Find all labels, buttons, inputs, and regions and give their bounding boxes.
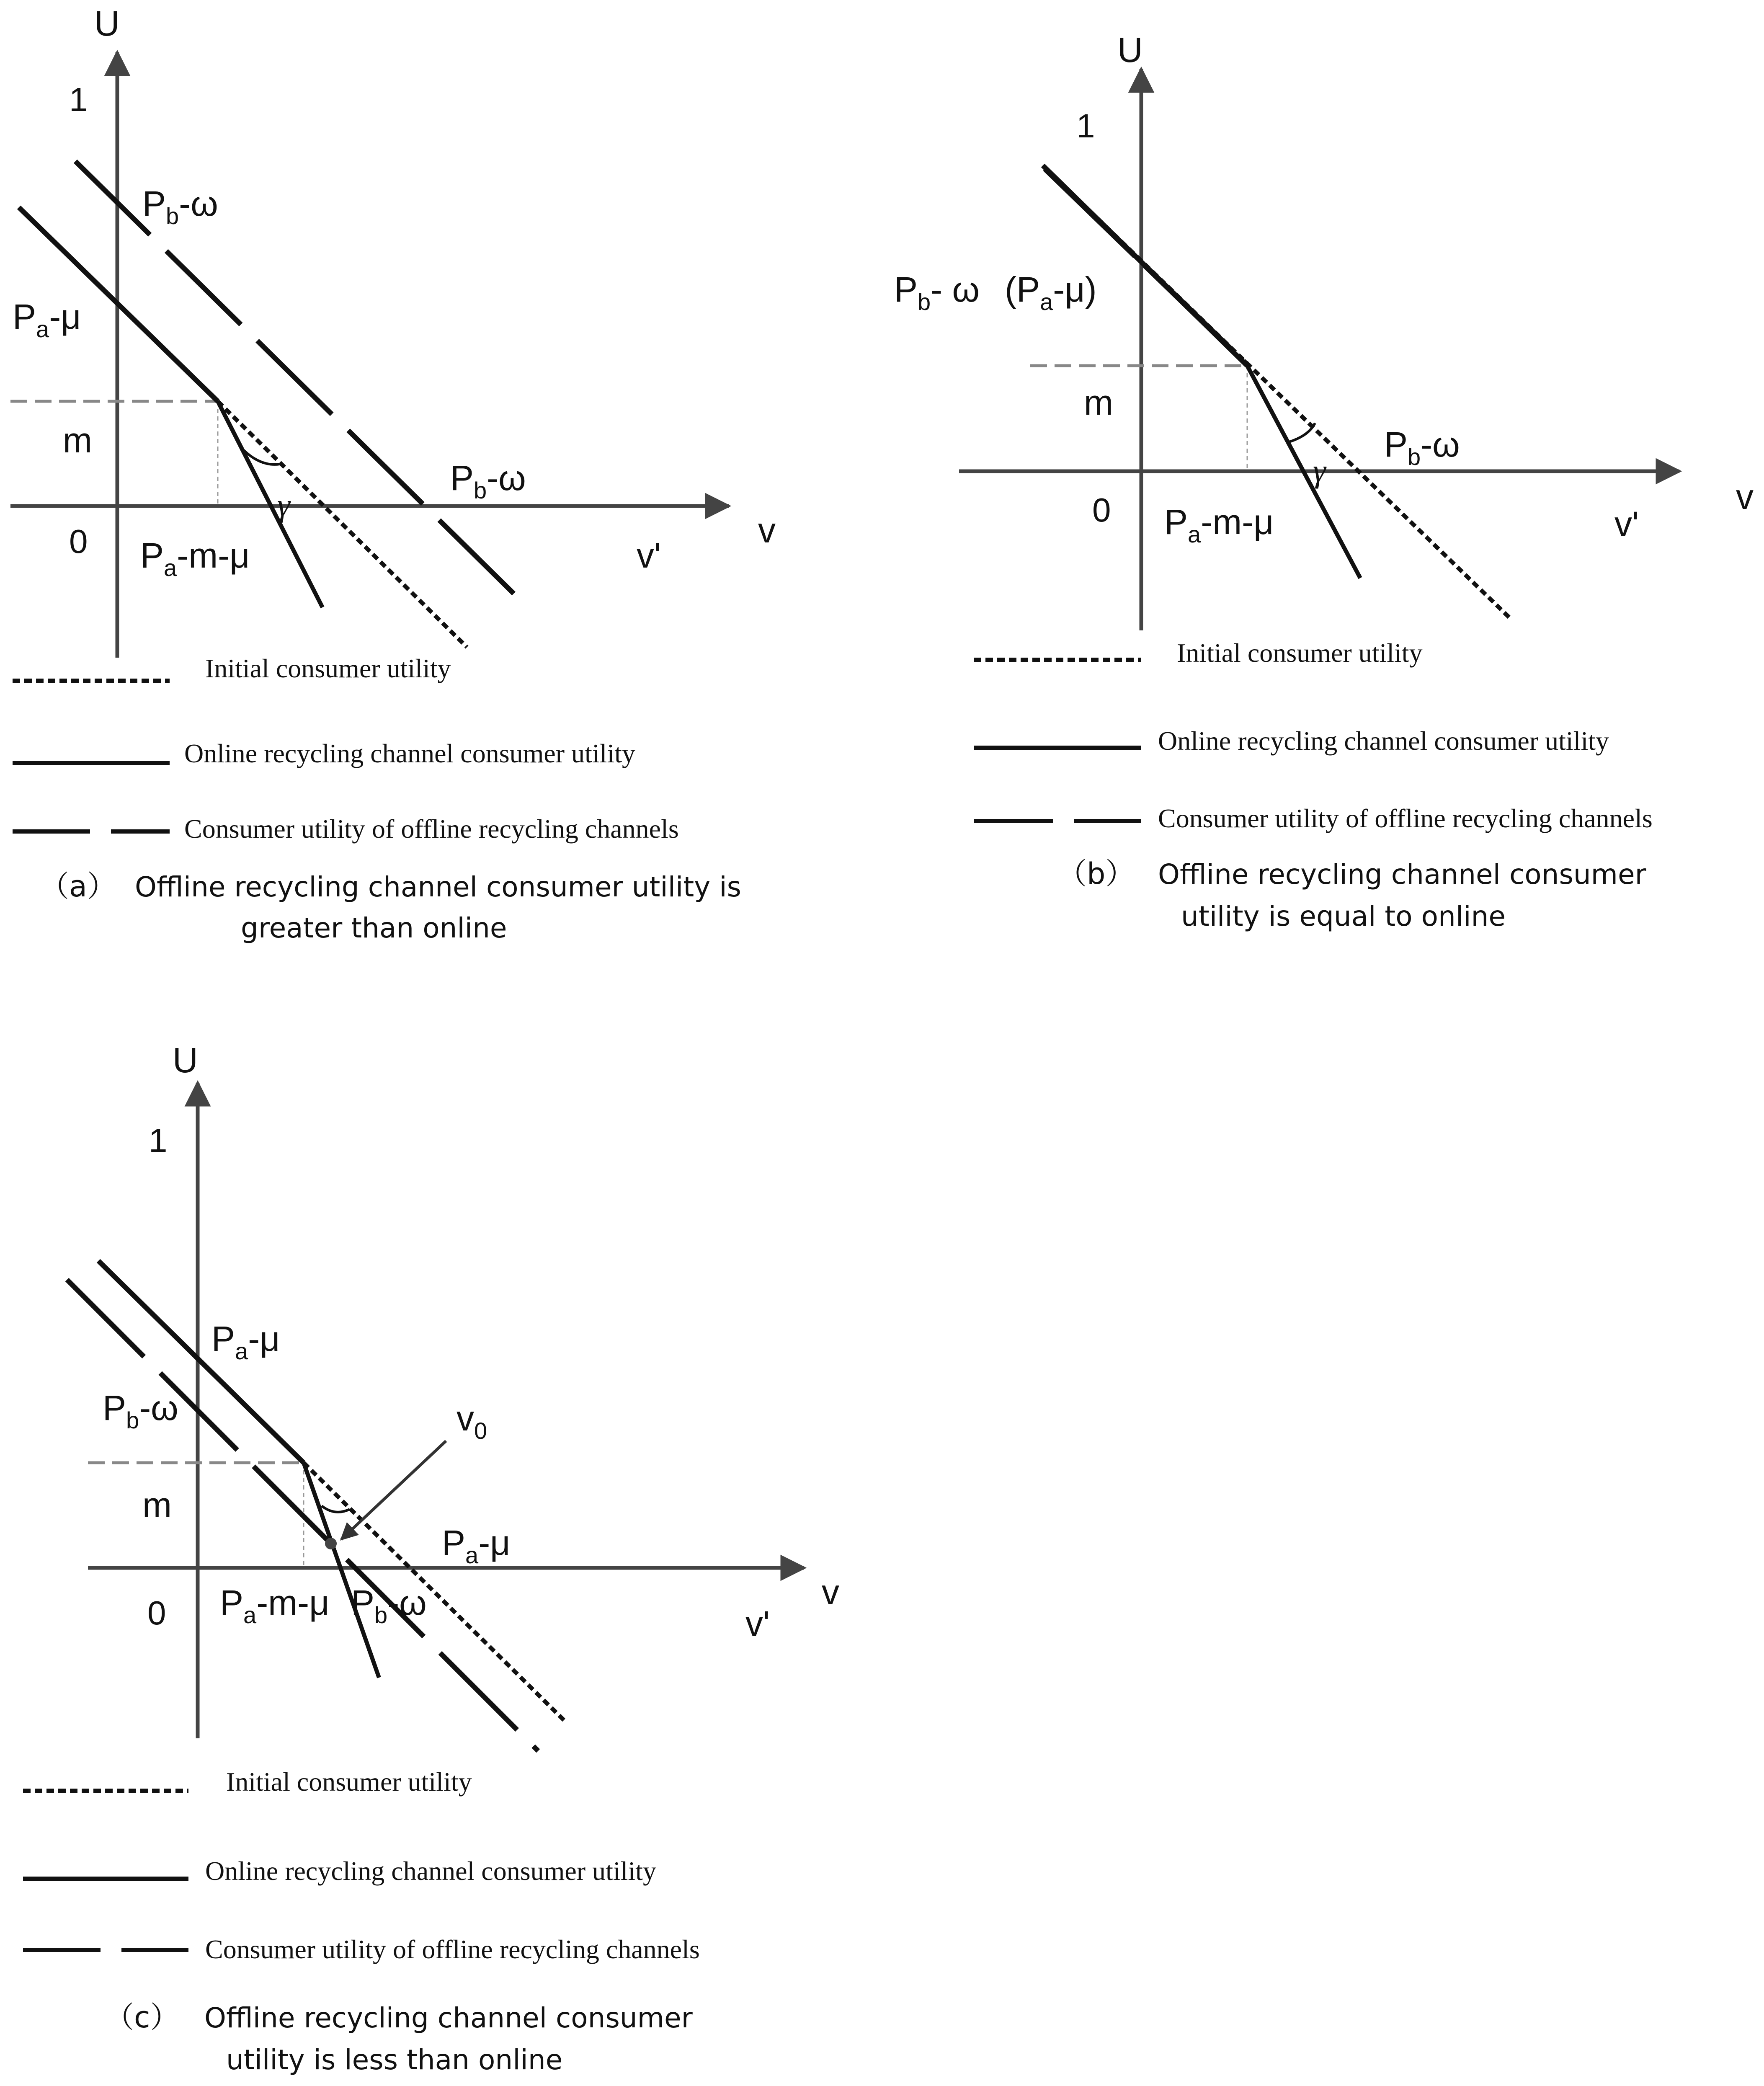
- panel-b-pb-label-axis: $P_b-\omega$: [1384, 425, 1460, 470]
- panel-c: [23, 1040, 839, 2076]
- panel-a-pam-label: $P_a-m-\mu$: [140, 536, 250, 581]
- panel-c-pa-label-axis: $P_a-\mu$: [442, 1523, 511, 1568]
- panel-b-m-label: m: [1084, 383, 1113, 422]
- panel-c-tick-one: 1: [149, 1122, 168, 1159]
- panel-a: [10, 4, 776, 944]
- panel-a-legend-offline: Consumer utility of offline recycling channels: [184, 814, 679, 844]
- panel-a-caption-line2: greater than online: [241, 912, 507, 944]
- panel-c-legend-initial: Initial consumer utility: [226, 1767, 472, 1797]
- panel-c-origin: 0: [147, 1594, 166, 1632]
- panel-b-tick-one: 1: [1076, 107, 1095, 145]
- panel-b-pb-pa-label: $P_b-$ ω $(P_a-\mu)$: [894, 270, 1097, 315]
- panel-a-pb-label-top: $P_b-\omega$: [142, 184, 218, 229]
- panel-c-pb-label-axis: $P_b-\omega$: [351, 1583, 427, 1628]
- panel-a-legend-initial: Initial consumer utility: [205, 653, 451, 683]
- panel-c-offline-line: [67, 1280, 538, 1751]
- panel-c-axis-x-label: v: [822, 1572, 839, 1612]
- panel-a-caption-marker: （a）: [40, 869, 116, 904]
- panel-b-gamma-label: γ: [1313, 452, 1326, 489]
- panel-b-axis-y-label: U: [1117, 30, 1143, 70]
- panel-b-offline-line: [1045, 169, 1246, 364]
- panel-b-origin: 0: [1092, 491, 1111, 529]
- panel-c-initial-line: [304, 1463, 565, 1722]
- panel-b-legend-offline: Consumer utility of offline recycling channels: [1158, 803, 1653, 833]
- panel-c-m-label: m: [142, 1485, 172, 1525]
- panel-c-legend-online: Online recycling channel consumer utility: [205, 1856, 656, 1886]
- panel-a-initial-line: [218, 401, 467, 647]
- panel-c-caption-line2: utility is less than online: [226, 2044, 563, 2076]
- panel-c-caption-marker: （c）: [105, 2000, 180, 2034]
- panel-a-axis-x-label: v: [758, 511, 776, 550]
- panel-b-legend-initial: Initial consumer utility: [1177, 638, 1423, 668]
- panel-c-pb-label-left: $P_b-\omega$: [103, 1388, 178, 1433]
- panel-b-caption-line2: utility is equal to online: [1181, 900, 1506, 932]
- panel-b-axis-x-label: v: [1736, 477, 1754, 516]
- panel-c-caption-line1: Offline recycling channel consumer: [204, 2002, 693, 2034]
- panel-a-pb-label-axis: $P_b-\omega$: [450, 458, 526, 503]
- panel-b-legend-online: Online recycling channel consumer utility: [1158, 726, 1609, 756]
- panel-c-online-steep-line: [304, 1463, 379, 1678]
- panel-c-axis-x-prime-label: v': [745, 1604, 770, 1643]
- panel-a-axis-x-prime-label: v': [637, 536, 661, 575]
- panel-c-legend-offline: Consumer utility of offline recycling channels: [205, 1934, 700, 1964]
- panel-a-caption-line1: Offline recycling channel consumer utility is: [135, 871, 742, 903]
- panel-c-v0-label: $v_0$: [456, 1399, 487, 1444]
- panel-a-m-label: m: [63, 421, 92, 460]
- panel-c-axis-y-label: U: [173, 1040, 198, 1080]
- panel-b: [894, 30, 1754, 932]
- panel-c-v0-arrow: [341, 1441, 446, 1539]
- panel-b-caption-line1: Offline recycling channel consumer: [1158, 858, 1646, 891]
- panel-a-axis-y-label: U: [94, 4, 120, 43]
- panel-a-legend-online: Online recycling channel consumer utility: [184, 738, 635, 768]
- panel-c-pam-label: $P_a-m-\mu$: [220, 1583, 330, 1628]
- panel-b-caption-marker: （b）: [1057, 857, 1135, 891]
- panel-a-pa-label-left: $P_a-\mu$: [13, 297, 81, 342]
- panel-a-gamma-label: γ: [277, 487, 290, 523]
- panel-c-v0-point: [325, 1538, 337, 1549]
- panel-a-origin: 0: [69, 523, 88, 560]
- panel-a-tick-one: 1: [69, 81, 88, 118]
- panel-b-pam-label: $P_a-m-\mu$: [1164, 502, 1274, 547]
- panel-b-axis-x-prime-label: v': [1614, 504, 1639, 544]
- panel-c-pa-label-top: $P_a-\mu$: [211, 1319, 280, 1364]
